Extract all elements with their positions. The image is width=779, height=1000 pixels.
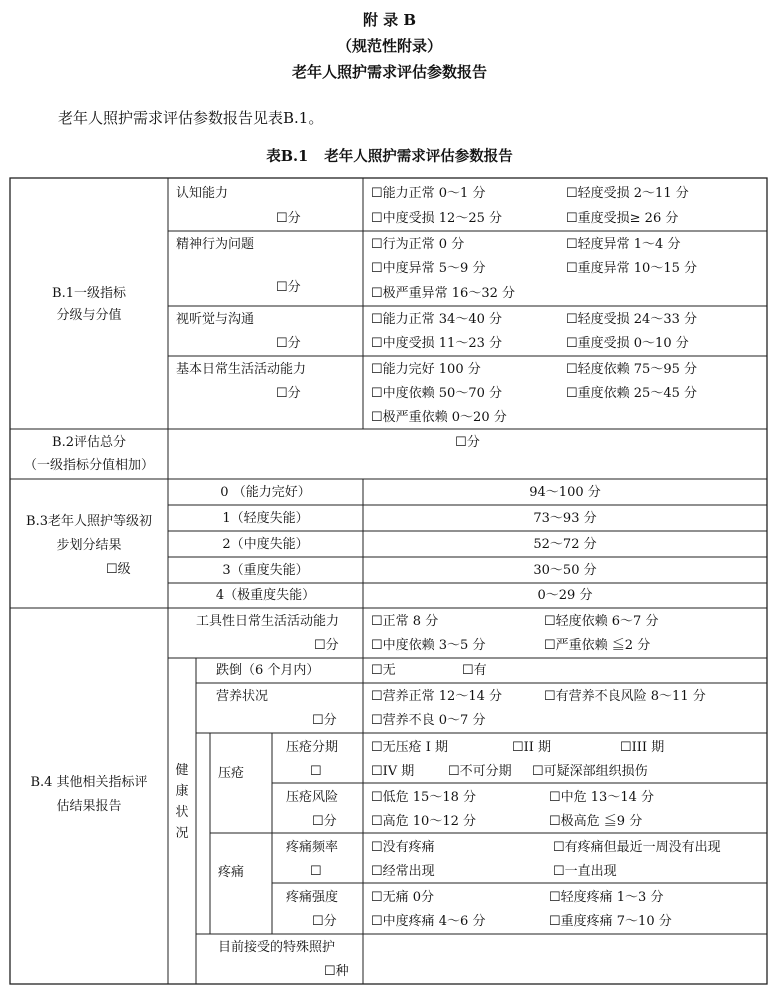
option-item: ☐一直出现: [553, 864, 617, 879]
b2-label-line1: B.2评估总分: [52, 435, 126, 450]
option-item: ☐正常 8 分: [371, 614, 439, 629]
option-item: ☐有疼痛但最近一周没有出现: [553, 840, 721, 855]
b4-special-care-name: 目前接受的特殊照护: [218, 940, 336, 955]
appendix-type: （规范性附录）: [336, 37, 442, 55]
b4-label-line1: B.4 其他相关指标评: [30, 775, 148, 790]
care-level: 1（轻度失能）: [222, 511, 309, 526]
option-item: ☐轻度受损 24～33 分: [566, 312, 698, 327]
b4-pressure-name: 压疮: [218, 766, 245, 781]
b1-cognition-score: ☐分: [276, 211, 301, 226]
option-item: ☐没有疼痛: [371, 840, 435, 855]
option-item: ☐中危 13～14 分: [549, 790, 655, 805]
option-item: ☐II 期: [512, 740, 552, 755]
option-item: ☐重度疼痛 7～10 分: [549, 914, 672, 929]
option-item: ☐行为正常 0 分: [371, 237, 465, 252]
option-item: ☐严重依赖 ≦2 分: [544, 638, 651, 653]
b4-pain-name: 疼痛: [218, 865, 245, 880]
option-item: ☐极严重异常 16～32 分: [371, 286, 516, 301]
health-status-label: 健康状况: [175, 763, 189, 841]
appendix-heading: 附 录 B: [362, 11, 417, 29]
care-level-range: 30～50 分: [533, 563, 597, 578]
b4-label-line2: 估结果报告: [56, 799, 122, 814]
care-level-range: 52～72 分: [533, 537, 597, 552]
option-item: ☐轻度疼痛 1～3 分: [549, 890, 664, 905]
intro-text: 老年人照护需求评估参数报告见表B.1。: [58, 109, 324, 127]
option-item: ☐重度受损≥ 26 分: [566, 211, 679, 226]
care-level-range: 94～100 分: [529, 485, 601, 500]
b1-cognition-name: 认知能力: [176, 186, 229, 201]
option-item: ☐无: [371, 663, 396, 678]
b3-level-unit: ☐级: [106, 562, 131, 577]
option-item: ☐有营养不良风险 8～11 分: [544, 689, 706, 704]
care-level: 4（极重度失能）: [215, 588, 316, 603]
option-item: ☐极严重依赖 0～20 分: [371, 410, 507, 425]
b1-label-line1: B.1一级指标: [52, 286, 126, 301]
b4-pain-freq-score: ☐: [310, 864, 322, 879]
option-item: ☐低危 15～18 分: [371, 790, 477, 805]
b4-special-care-score: ☐种: [324, 964, 349, 979]
option-item: ☐重度依赖 25～45 分: [566, 386, 698, 401]
option-item: ☐中度疼痛 4～6 分: [371, 914, 486, 929]
option-item: ☐能力正常 34～40 分: [371, 312, 503, 327]
option-item: ☐无压疮 I 期: [371, 740, 449, 755]
b4-pressure-risk-score: ☐分: [312, 814, 337, 829]
care-level-range: 73～93 分: [533, 511, 597, 526]
option-item: ☐中度受损 11～23 分: [371, 336, 503, 351]
b4-nutrition-name: 营养状况: [216, 689, 269, 704]
option-item: ☐III 期: [620, 740, 665, 755]
option-item: ☐IV 期: [371, 764, 415, 779]
option-item: ☐中度依赖 50～70 分: [371, 386, 503, 401]
b4-pressure-stage-name: 压疮分期: [286, 740, 339, 755]
care-level: 0 （能力完好）: [220, 485, 311, 500]
option-item: ☐极高危 ≦9 分: [549, 814, 643, 829]
option-item: ☐营养正常 12～14 分: [371, 689, 503, 704]
option-item: ☐重度受损 0～10 分: [566, 336, 689, 351]
b2-label-line2: （一级指标分值相加）: [23, 458, 154, 473]
b4-pain-freq-name: 疼痛频率: [286, 840, 339, 855]
b1-behavior-score: ☐分: [276, 280, 301, 295]
b4-pressure-risk-name: 压疮风险: [286, 790, 339, 805]
option-item: ☐能力完好 100 分: [371, 362, 481, 377]
option-item: ☐无痛 0分: [371, 890, 435, 905]
option-item: ☐轻度异常 1～4 分: [566, 237, 681, 252]
option-item: ☐可疑深部组织损伤: [532, 764, 648, 779]
table-name: 老年人照护需求评估参数报告: [324, 148, 513, 165]
b3-label-line2: 步划分结果: [56, 538, 122, 553]
b4-pain-intensity-name: 疼痛强度: [286, 890, 339, 905]
option-item: ☐轻度受损 2～11 分: [566, 186, 689, 201]
b2-total-score: ☐分: [455, 435, 480, 450]
b4-iadl-name: 工具性日常生活活动能力: [196, 614, 340, 629]
b1-adl-name: 基本日常生活活动能力: [176, 362, 307, 377]
option-item: ☐高危 10～12 分: [371, 814, 477, 829]
option-item: ☐经常出现: [371, 864, 435, 879]
b4-iadl-score: ☐分: [314, 638, 339, 653]
care-level: 2（中度失能）: [222, 537, 309, 552]
option-item: ☐中度异常 5～9 分: [371, 261, 486, 276]
table-number: 表B.1: [266, 148, 309, 165]
option-item: ☐中度依赖 3～5 分: [371, 638, 486, 653]
b1-behavior-name: 精神行为问题: [176, 237, 255, 252]
b1-communication-name: 视听觉与沟通: [176, 312, 255, 327]
option-item: ☐轻度依赖 75～95 分: [566, 362, 698, 377]
b4-nutrition-score: ☐分: [312, 713, 337, 728]
table-title: [0, 147, 779, 167]
b1-label-line2: 分级与分值: [56, 308, 122, 323]
care-level: 3（重度失能）: [222, 563, 309, 578]
option-item: ☐重度异常 10～15 分: [566, 261, 698, 276]
option-item: ☐营养不良 0～7 分: [371, 713, 486, 728]
option-item: ☐能力正常 0～1 分: [371, 186, 486, 201]
option-item: ☐中度受损 12～25 分: [371, 211, 503, 226]
b4-fall-name: 跌倒（6 个月内）: [216, 663, 320, 678]
option-item: ☐轻度依赖 6～7 分: [544, 614, 659, 629]
b4-pressure-stage-score: ☐: [310, 764, 322, 779]
care-level-range: 0～29 分: [537, 588, 593, 603]
b3-label-line1: B.3老年人照护等级初: [26, 514, 152, 529]
b1-adl-score: ☐分: [276, 386, 301, 401]
option-item: ☐有: [462, 663, 487, 678]
appendix-title: 老年人照护需求评估参数报告: [291, 63, 487, 81]
option-item: ☐不可分期: [448, 764, 512, 779]
b4-pain-intensity-score: ☐分: [312, 914, 337, 929]
b1-communication-score: ☐分: [276, 336, 301, 351]
